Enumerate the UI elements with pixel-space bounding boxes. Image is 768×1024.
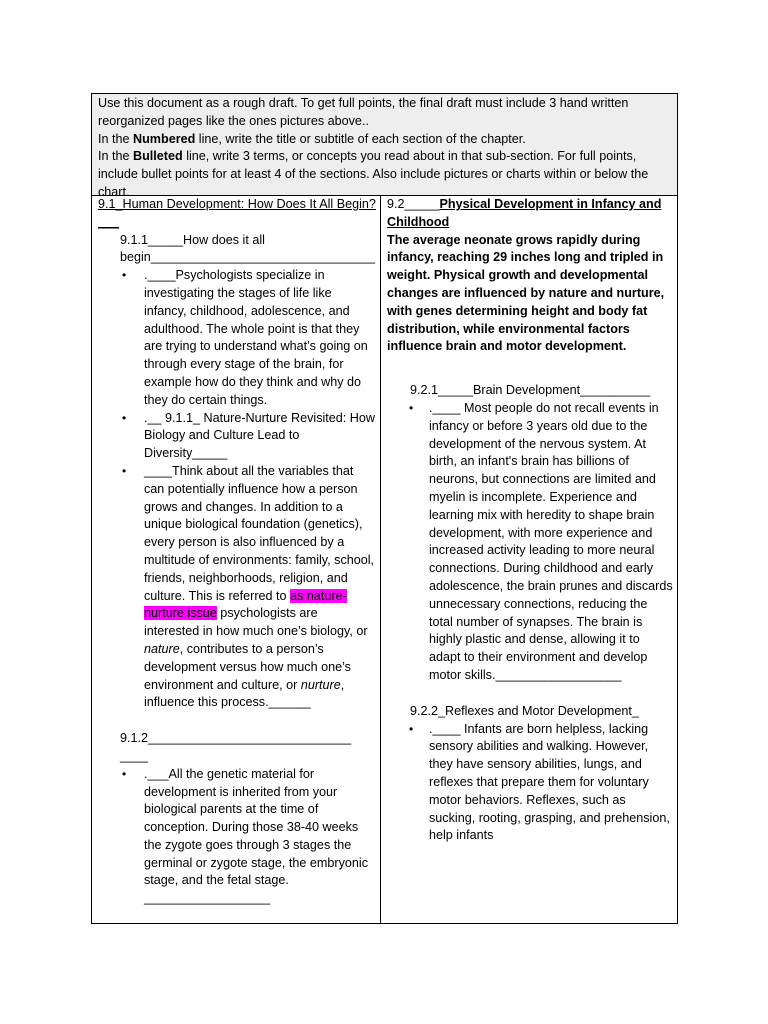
bullet-text-part: , contributes to a person’s development versus how much one’s environment and culture, or bbox=[144, 641, 351, 692]
list-item bbox=[98, 766, 376, 908]
subsection-9-1-2-bullets bbox=[98, 766, 376, 908]
subsection-9-2-1-bullets bbox=[387, 400, 673, 685]
list-item bbox=[98, 410, 376, 463]
instructions-line-3 bbox=[98, 148, 671, 201]
instructions-text: In the bbox=[98, 131, 134, 146]
italic-term: nurture bbox=[300, 677, 341, 692]
bullet-text: .____ Most people do not recall events in infancy or before 3 years old due to the development of the nervous system. At birth, an infant's brain has billions of neurons, but connections are limited and myelin is incomplete. Experience and learning mix with heredity to shape brain development, with more experience and increased activity leading to more neural connections. During childhood and early adolescence, the brain prunes and discards unnecessary connections, reducing the total number of synapses. The brain is highly plastic and dense, allowing it to adapt to their environment and develop motor skills.__________________ bbox=[429, 400, 673, 682]
bullet-icon: • bbox=[122, 410, 127, 425]
instructions-cell bbox=[92, 94, 677, 199]
section-9-1-column bbox=[92, 196, 381, 923]
highlighted-term: as nature-nurture issue bbox=[144, 588, 347, 621]
list-item bbox=[387, 400, 673, 685]
instructions-text: In the bbox=[98, 149, 134, 164]
instructions-text: line, write 3 terms, or concepts you read about in that sub-section. For full points, include bullet points for at least 4 of the sections. Also include pictures or charts within or below the chart. bbox=[98, 149, 649, 199]
bullet-icon: • bbox=[409, 400, 414, 415]
subsection-9-2-2-title: 9.2.2_Reflexes and Motor Development_ bbox=[410, 703, 639, 718]
bullet-text: .____Psychologists specialize in investigating the stages of life like infancy, childhood, adolescence, and adulthood. The whole point is that they are trying to understand what’s going on through every stage of the brain, for example how do they think and why do they do certain things. bbox=[144, 268, 368, 407]
subsection-9-2-1-title: 9.2.1_____Brain Development__________ bbox=[410, 383, 651, 398]
list-item bbox=[387, 721, 673, 846]
bullet-icon: • bbox=[122, 268, 127, 283]
list-item bbox=[98, 463, 376, 712]
list-item bbox=[98, 267, 376, 409]
section-9-2-column bbox=[381, 196, 677, 923]
section-9-2-title: Physical Development in Infancy and Childhood bbox=[387, 197, 662, 229]
subsection-9-2-2-bullets bbox=[387, 721, 673, 846]
subsection-9-1-1-bullets bbox=[98, 267, 376, 712]
numbered-keyword: Numbered bbox=[133, 131, 196, 146]
bullet-icon: • bbox=[122, 766, 127, 781]
bullet-text-part: ____Think about all the variables that can potentially influence how a person grows and changes. In addition to a unique biological foundation (genetics), every person is also influenced by a multitude of environments: family, school, friends, neighborhoods, religion, and culture. This is referred to bbox=[144, 463, 375, 603]
bullet-text bbox=[144, 464, 374, 709]
instructions-text: line, write the title or subtitle of each section of the chapter. bbox=[195, 131, 526, 146]
bulleted-keyword: Bulleted bbox=[133, 149, 183, 164]
subsection-9-1-1-title: 9.1.1_____How does it all begin________________________________ bbox=[120, 232, 375, 265]
instructions-line-1: Use this document as a rough draft. To get full points, the final draft must include 3 hand written reorganized pages like the ones pictures above.. bbox=[98, 96, 629, 128]
bullet-text: .____ Infants are born helpless, lacking sensory abilities and walking. However, they have sensory abilities, lungs, and reflexes that prepare them for voluntary motor behaviors. Reflexes, such as sucking, rooting, grasping, and prehension, help infants bbox=[429, 721, 670, 843]
outline-table bbox=[91, 93, 678, 924]
bullet-text-part: psychologists are interested in how much one’s biology, or bbox=[144, 606, 368, 639]
section-9-2-heading bbox=[387, 196, 673, 232]
section-9-2-number: 9.2_____ bbox=[387, 197, 440, 211]
italic-term: nature bbox=[144, 641, 180, 656]
bullet-text-part: , influence this process.______ bbox=[144, 677, 345, 710]
section-9-1-title: 9.1_Human Development: How Does It All Begin?___ bbox=[98, 197, 376, 229]
instructions-line-2 bbox=[98, 131, 671, 149]
section-9-2-intro: The average neonate grows rapidly during infancy, reaching 29 inches long and tripled in weight. Physical growth and developmental changes are influenced by nature and nurture, with genes determining height and body fat distribution, while environmental factors influence brain and motor development. bbox=[387, 232, 665, 354]
bullet-text: .___All the genetic material for development is inherited from your biological parents at the time of conception. During those 38-40 weeks the zygote goes through 3 stages the germinal or zygote stage, the embryonic stage, and the fetal stage. __________________ bbox=[144, 766, 369, 906]
subsection-9-1-2-title: 9.1.2_____________________________ ____ bbox=[120, 731, 352, 763]
bullet-icon: • bbox=[122, 463, 127, 478]
bullet-text: .__ 9.1.1_ Nature-Nurture Revisited: How Biology and Culture Lead to Diversity_____ bbox=[144, 410, 375, 461]
bullet-icon: • bbox=[409, 721, 414, 736]
